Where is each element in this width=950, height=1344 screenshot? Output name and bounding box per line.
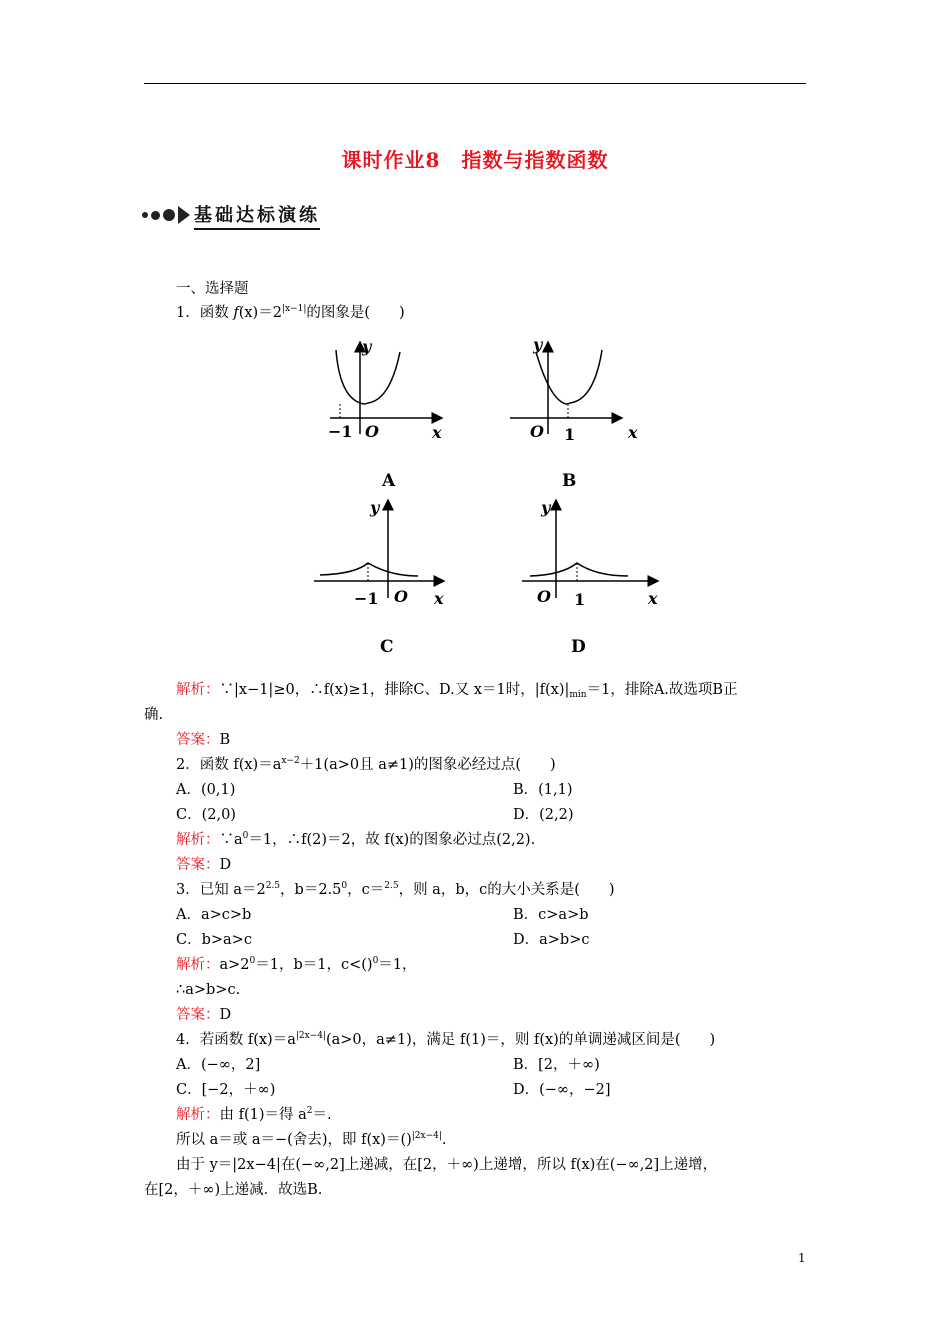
graph-c [314, 498, 444, 657]
q4-analysis-line3: 由于 y＝|2x−4|在(−∞,2]上递减，在[2，＋∞)上递增，所以 f(x)在(−∞,2]上递增， [176, 1157, 718, 1173]
q4-option-b: B．[2，＋∞) [513, 1057, 600, 1073]
graph-b-x-label: x [628, 423, 638, 442]
q4-analysis-line2: 所以 a＝或 a＝−(舍去)，即 f(x)＝()$^{|2x-4|}$. [176, 1131, 447, 1148]
q3-analysis-cont: ∴a>b>c. [176, 982, 241, 998]
graph-d-one-label: 1 [574, 590, 586, 609]
section-banner [142, 202, 320, 228]
q2-option-c: C．(2,0) [176, 807, 236, 823]
graph-d-x-label: x [648, 589, 658, 608]
q2-option-b: B．(1,1) [513, 782, 573, 798]
q4-analysis: 解析：由 f(1)＝得 $a^2=$. [176, 1106, 332, 1123]
graph-c-y-label: y [370, 498, 380, 517]
q2-answer: 答案：D [176, 857, 232, 873]
graph-a-x-label: x [432, 423, 442, 442]
q4-option-a: A．(−∞，2] [176, 1057, 261, 1073]
banner-dot-large-icon [163, 209, 175, 221]
q2-option-a: A．(0,1) [176, 782, 236, 798]
graph-a [328, 337, 442, 491]
q3-stem: 3．已知 $a=2^{2.5}$，$b=2.5^0$，c＝$^{2.5}$，则 a，b，c的大小关系是( ) [176, 881, 615, 898]
q4-stem: 4．若函数 $f(x)=a^{|2x-4|}(a>0$，a≠1)，满足 f(1)＝，则 f(x)的单调递减区间是( ) [176, 1031, 716, 1048]
q4-option-c: C．[−2，＋∞) [176, 1082, 276, 1098]
graph-a-origin-label: O [365, 422, 379, 441]
graph-b-caption: B [562, 471, 577, 491]
banner-dot-medium-icon [151, 211, 160, 220]
q1-graphs [300, 330, 680, 660]
graph-b-y-label: y [533, 335, 543, 354]
q3-analysis: 解析：$a>2^0=1$，b＝1，c<()$^0$＝1， [176, 956, 417, 973]
graph-c-x-label: x [434, 589, 444, 608]
q2-option-d: D．(2,2) [513, 807, 574, 823]
graph-c-caption: C [380, 637, 394, 657]
graph-a-neg1-label: −1 [328, 422, 353, 441]
q4-option-d: D．(−∞，−2] [513, 1082, 611, 1098]
page-number: 1 [798, 1251, 806, 1265]
q2-stem: 2．函数 $f(x)=a^{x-2}+1(a>0$且 a≠1)的图象必经过点( ) [176, 756, 556, 773]
graph-d [522, 498, 658, 657]
graph-b-origin-label: O [530, 422, 544, 441]
page-title: 课时作业8 指数与指数函数 [341, 148, 609, 172]
q3-option-c: C．b>a>c [176, 932, 252, 948]
header-rule [144, 83, 806, 84]
q1-answer: 答案：B [176, 732, 231, 748]
section-heading: 一、选择题 [176, 281, 249, 297]
graph-c-origin-label: O [394, 587, 408, 606]
q3-option-a: A．a>c>b [176, 907, 252, 923]
q1-stem: 1．函数 $f(x)=2^{|x-1|}$的图象是( ) [176, 304, 405, 321]
q3-option-b: B．c>a>b [513, 907, 589, 923]
graph-b-one-label: 1 [564, 425, 576, 444]
banner-dot-small-icon [142, 212, 148, 218]
q3-option-d: D．a>b>c [513, 932, 590, 948]
graph-a-y-label: y [362, 337, 372, 356]
q4-analysis-line4: 在[2，＋∞)上递减．故选B. [144, 1182, 323, 1198]
graph-d-y-label: y [541, 498, 551, 517]
graph-b [510, 335, 638, 491]
graph-c-neg1-label: −1 [354, 589, 379, 608]
banner-arrow-icon [178, 206, 190, 224]
q1-analysis: 解析：∵|x−1|≥0，∴f(x)≥1，排除C、D.又 x＝1时，$|f(x)|_{min}=1$，排除A.故选项B正 [176, 682, 738, 700]
q2-analysis: 解析：$\because a^0=1$，∴f(2)＝2，故 f(x)的图象必过点(2,2). [176, 831, 536, 848]
graph-d-caption: D [571, 637, 586, 657]
q1-analysis-cont: 确. [144, 707, 164, 723]
graph-d-origin-label: O [537, 587, 551, 606]
banner-text: 基础达标演练 [194, 201, 320, 230]
q3-answer: 答案：D [176, 1007, 232, 1023]
graph-a-caption: A [382, 471, 396, 491]
